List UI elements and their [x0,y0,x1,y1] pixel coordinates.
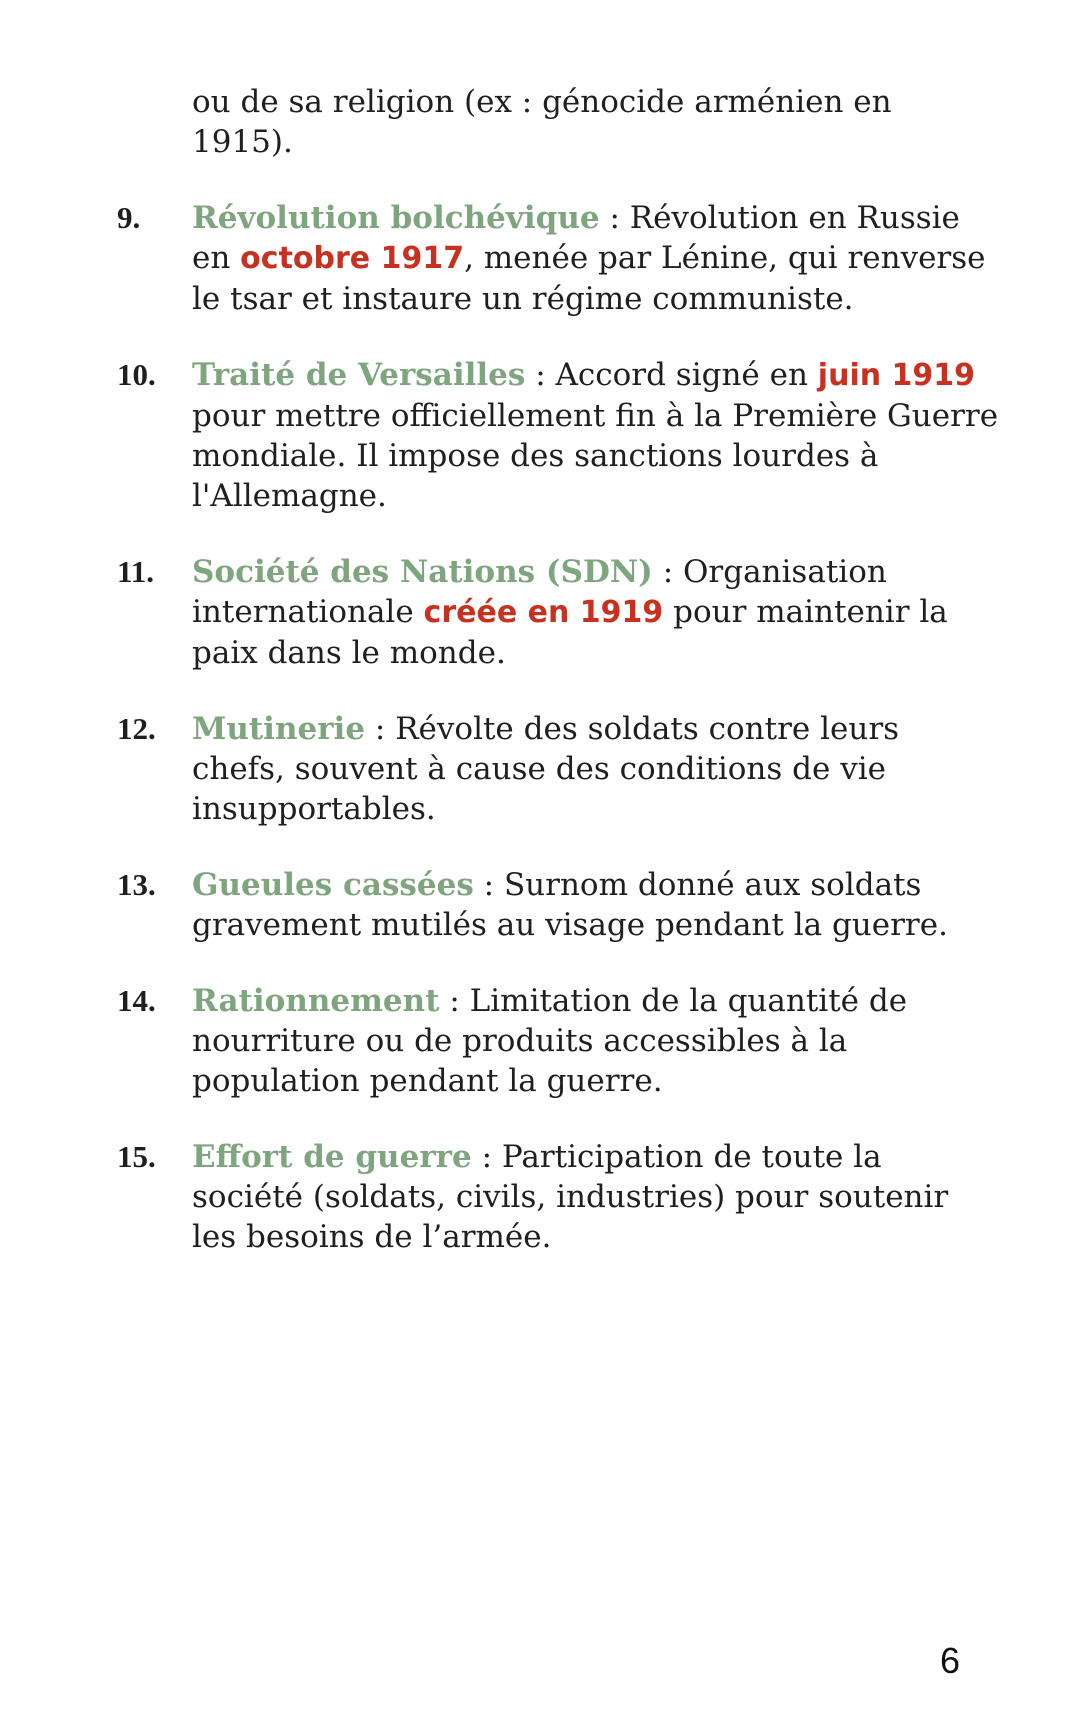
entry-definition: : Accord signé en [525,357,818,393]
entry-number: 12. [117,711,156,746]
glossary-entry-10 [0,355,1080,516]
entry-number: 9. [117,200,141,235]
glossary-entry-12 [0,709,1080,829]
entry-number: 14. [117,983,156,1018]
entry-definition: : Organisation internationale [192,554,887,630]
glossary-list [0,198,1080,1293]
entry-number: 13. [117,867,156,902]
entry-number: 10. [117,357,156,392]
entry-term: Traité de Versailles [192,357,526,393]
entry-term: Société des Nations (SDN) [192,554,653,590]
entry-definition: : Révolte des soldats contre leurs chefs, souvent à cause des conditions de vie insupportables. [192,711,900,827]
glossary-entry-15 [0,1137,1080,1257]
entry-term: Gueules cassées [192,867,474,903]
entry-term: Rationnement [192,983,440,1019]
entry-date-highlight: juin 1919 [817,358,976,393]
entry-term: Effort de guerre [192,1139,472,1175]
glossary-entry-9 [0,198,1080,319]
entry-definition-end: , menée par Lénine, qui renverse le tsar et instaure un régime communiste. [192,240,986,317]
entry-definition: : Participation de toute la société (soldats, civils, industries) pour soutenir les besoins de l’armée. [192,1139,949,1255]
glossary-entry-14 [0,981,1080,1101]
entry-definition: : Surnom donné aux soldats gravement mutilés au visage pendant la guerre. [192,867,948,943]
page-number: 6 [940,1640,961,1681]
entry-term: Révolution bolchévique [192,200,600,236]
entry-term: Mutinerie [192,711,366,747]
entry-definition-end: pour maintenir la paix dans le monde. [192,594,948,671]
entry-definition: : Révolution en Russie en [192,200,960,276]
entry-definition-end: pour mettre officiellement fin à la Première Guerre mondiale. Il impose des sanctions lourdes à l'Allemagne. [192,398,999,514]
entry-number: 11. [117,554,155,589]
glossary-entry-13 [0,865,1080,945]
entry-date-highlight: octobre 1917 [240,241,465,276]
entry-date-highlight: créée en 1919 [423,595,664,630]
entry-number: 15. [117,1139,156,1174]
entry-definition: : Limitation de la quantité de nourriture ou de produits accessibles à la population pendant la guerre. [192,983,908,1099]
continuation-text: ou de sa religion (ex : génocide arménien en 1915). [192,84,892,160]
glossary-entry-11 [0,552,1080,673]
